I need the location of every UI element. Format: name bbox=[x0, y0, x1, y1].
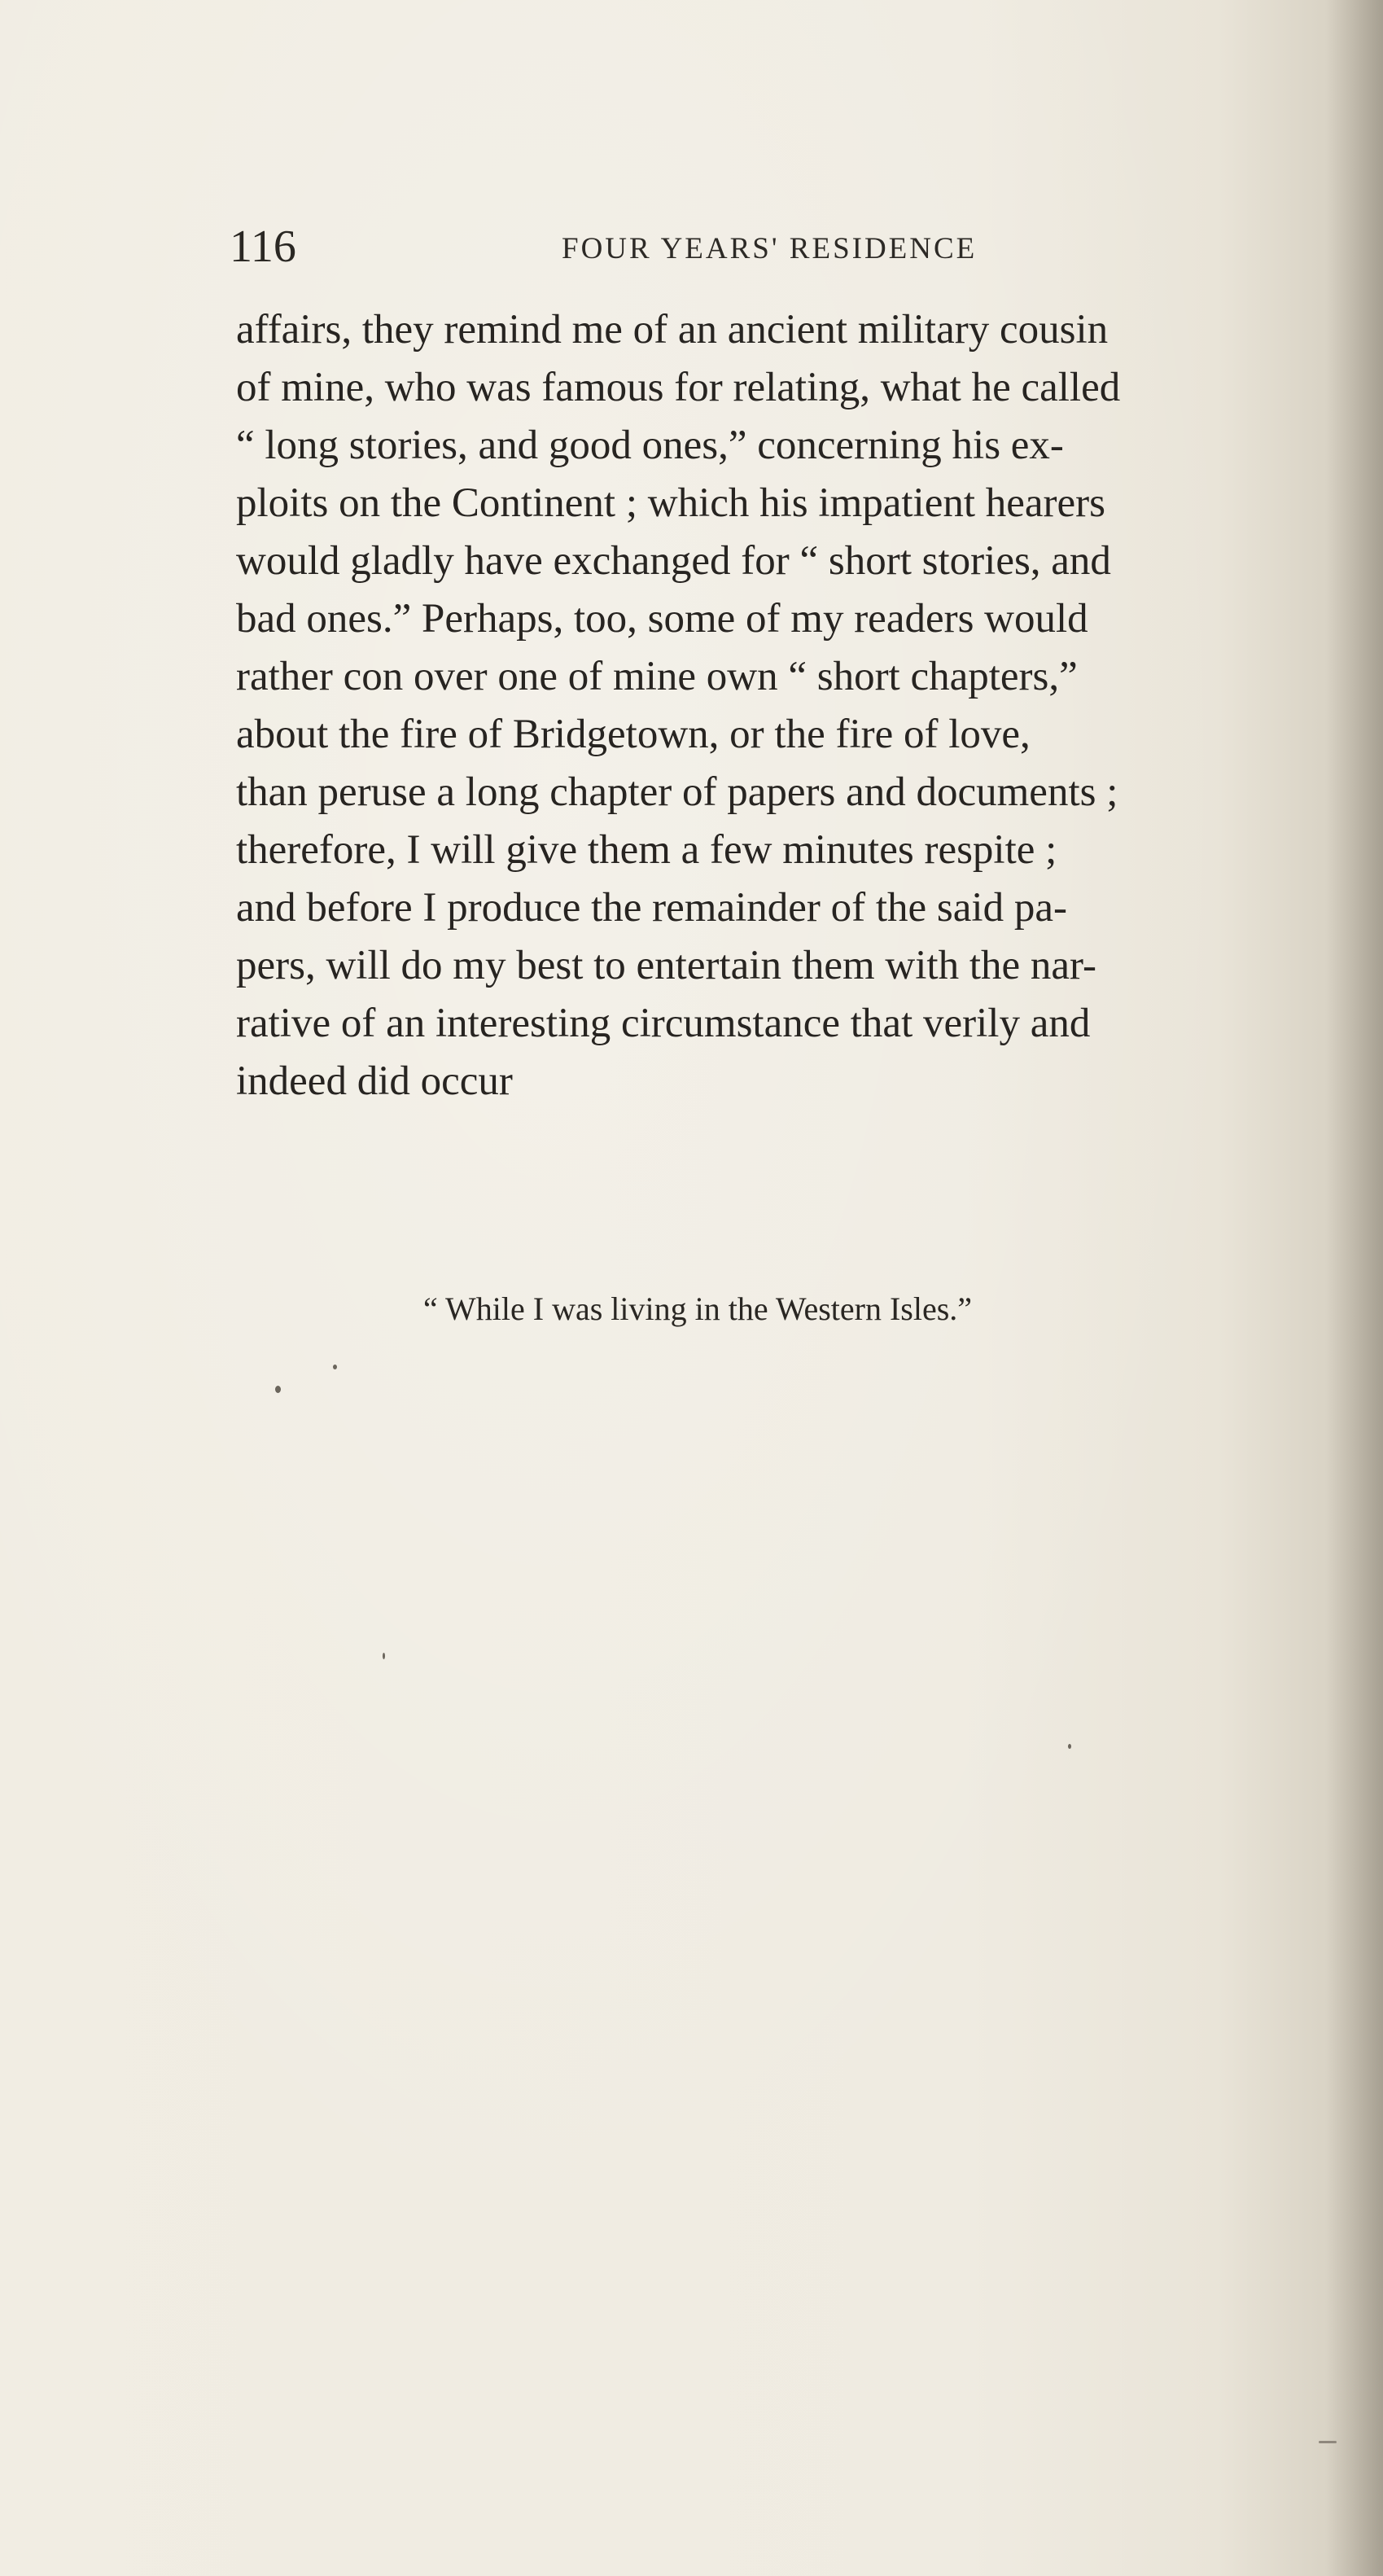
running-head bbox=[230, 218, 1084, 275]
paper-speck bbox=[275, 1386, 281, 1393]
text-line: indeed did occur bbox=[236, 1058, 513, 1104]
page-number: 116 bbox=[230, 221, 296, 272]
text-line: therefore, I will give them a few minutes respite ; bbox=[236, 827, 1057, 873]
text-line: about the fire of Bridgetown, or the fire of love, bbox=[236, 712, 1031, 757]
text-line: would gladly have exchanged for “ short stories, and bbox=[236, 538, 1111, 584]
running-head-title: FOUR YEARS' RESIDENCE bbox=[562, 232, 978, 265]
text-line: “ long stories, and good ones,” concerning his ex- bbox=[236, 423, 1064, 468]
paper-speck bbox=[333, 1365, 337, 1369]
body-text bbox=[236, 301, 1376, 1111]
paper-speck bbox=[1068, 1744, 1071, 1749]
paper-speck bbox=[383, 1653, 385, 1659]
text-line: than peruse a long chapter of papers and documents ; bbox=[236, 769, 1118, 815]
text-line: of mine, who was famous for relating, what he called bbox=[236, 365, 1121, 410]
text-line: pers, will do my best to entertain them with the nar- bbox=[236, 943, 1096, 988]
paper-speck bbox=[1319, 2441, 1337, 2443]
text-line: and before I produce the remainder of the said pa- bbox=[236, 885, 1067, 931]
text-line: ploits on the Continent ; which his impatient hearers bbox=[236, 480, 1105, 526]
text-line: rative of an interesting circumstance that verily and bbox=[236, 1001, 1091, 1046]
text-line: rather con over one of mine own “ short chapters,” bbox=[236, 654, 1078, 699]
text-line: bad ones.” Perhaps, too, some of my readers would bbox=[236, 596, 1088, 642]
epigraph-quote: “ While I was living in the Western Isles.” bbox=[423, 1290, 973, 1327]
text-line: affairs, they remind me of an ancient military cousin bbox=[236, 307, 1109, 353]
